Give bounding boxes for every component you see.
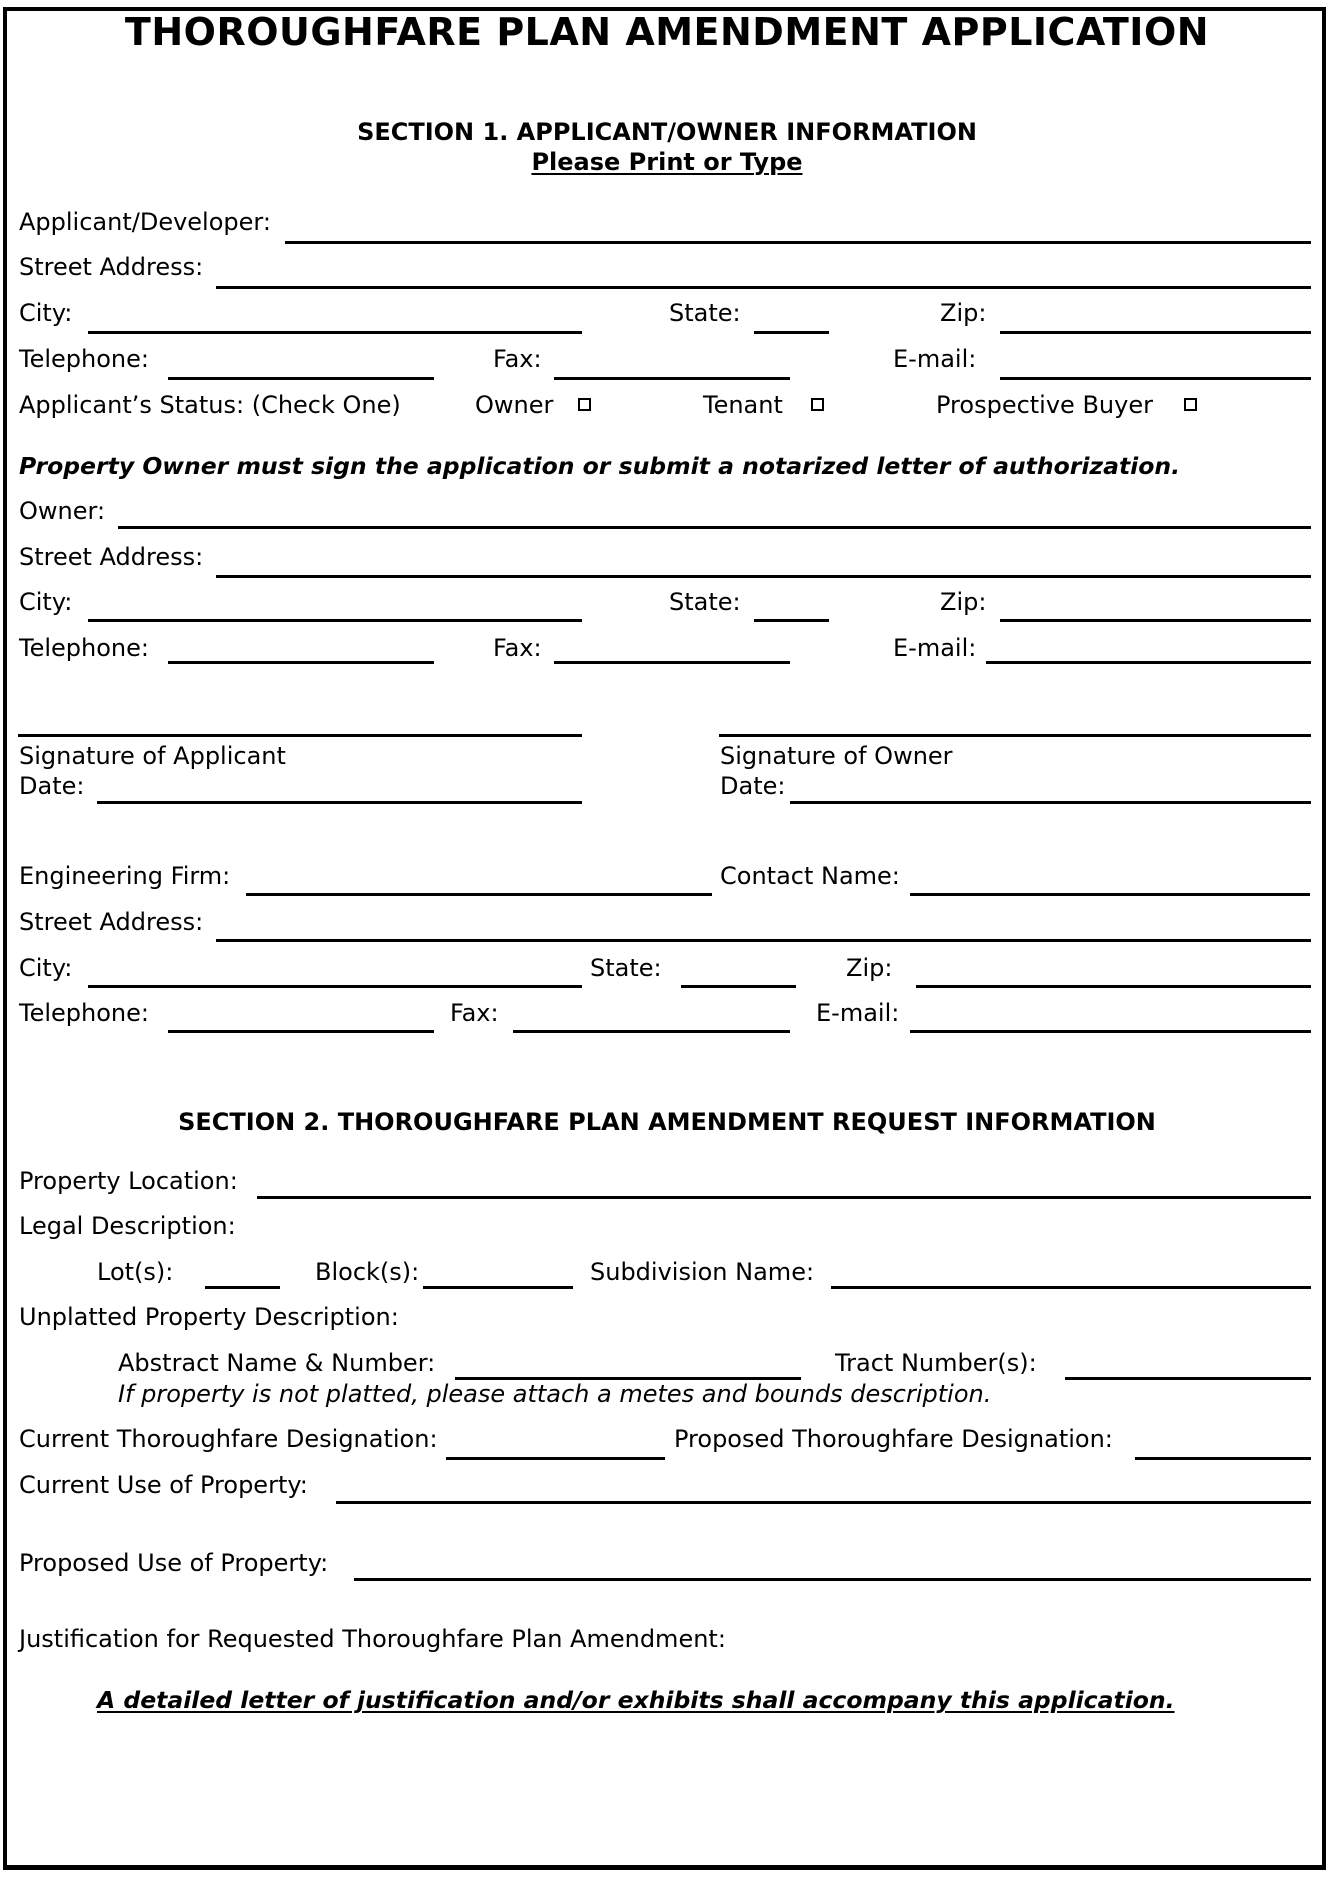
applicant-city-field[interactable]: [88, 331, 582, 334]
status-tenant-checkbox[interactable]: [811, 398, 824, 411]
unplatted-label: Unplatted Property Description:: [19, 1303, 399, 1331]
owner-signature-label: Signature of Owner: [720, 742, 953, 770]
status-owner-checkbox[interactable]: [578, 398, 591, 411]
property-location-field[interactable]: [257, 1196, 1311, 1199]
applicant-street-label: Street Address:: [19, 253, 204, 281]
status-owner-label: Owner: [475, 391, 554, 419]
owner-state-field[interactable]: [754, 619, 829, 622]
property-location-label: Property Location:: [19, 1167, 238, 1195]
applicant-date-field[interactable]: [97, 801, 582, 804]
owner-street-field[interactable]: [216, 575, 1311, 578]
applicant-state-field[interactable]: [754, 331, 829, 334]
applicant-developer-label: Applicant/Developer:: [19, 208, 271, 236]
current-use-field[interactable]: [336, 1501, 1311, 1504]
proposed-use-label: Proposed Use of Property:: [19, 1549, 329, 1577]
justification-label: Justification for Requested Thoroughfare Plan Amendment:: [19, 1625, 726, 1653]
owner-telephone-field[interactable]: [168, 661, 434, 664]
applicant-telephone-field[interactable]: [168, 377, 434, 380]
engineering-city-label: City:: [19, 954, 73, 982]
engineering-email-field[interactable]: [910, 1030, 1311, 1033]
form-title: THOROUGHFARE PLAN AMENDMENT APPLICATION: [124, 10, 1210, 54]
owner-fax-label: Fax:: [493, 634, 542, 662]
subdivision-label: Subdivision Name:: [590, 1258, 815, 1286]
owner-telephone-label: Telephone:: [19, 634, 149, 662]
engineering-telephone-field[interactable]: [168, 1030, 434, 1033]
owner-signature-notice: Property Owner must sign the application or submit a notarized letter of authorization.: [19, 452, 1181, 480]
applicant-email-label: E-mail:: [893, 345, 977, 373]
engineering-telephone-label: Telephone:: [19, 999, 149, 1027]
engineering-state-field[interactable]: [681, 985, 796, 988]
current-use-label: Current Use of Property:: [19, 1471, 308, 1499]
engineering-firm-field[interactable]: [246, 893, 712, 896]
current-designation-label: Current Thoroughfare Designation:: [19, 1425, 438, 1453]
owner-zip-label: Zip:: [940, 588, 987, 616]
engineering-zip-field[interactable]: [916, 985, 1311, 988]
engineering-state-label: State:: [590, 954, 662, 982]
applicant-telephone-label: Telephone:: [19, 345, 149, 373]
proposed-designation-field[interactable]: [1135, 1457, 1311, 1460]
lots-label: Lot(s):: [97, 1258, 174, 1286]
section-2-heading: SECTION 2. THOROUGHFARE PLAN AMENDMENT REQUEST INFORMATION: [178, 1108, 1156, 1136]
applicant-state-label: State:: [669, 299, 741, 327]
owner-signature-field[interactable]: [719, 734, 1311, 737]
applicant-signature-label: Signature of Applicant: [19, 742, 286, 770]
current-designation-field[interactable]: [446, 1457, 665, 1460]
proposed-use-field[interactable]: [354, 1578, 1311, 1581]
owner-email-field[interactable]: [986, 661, 1311, 664]
owner-email-label: E-mail:: [893, 634, 977, 662]
owner-zip-field[interactable]: [1000, 619, 1311, 622]
engineering-firm-label: Engineering Firm:: [19, 862, 231, 890]
applicant-fax-label: Fax:: [493, 345, 542, 373]
blocks-label: Block(s):: [315, 1258, 420, 1286]
engineering-fax-label: Fax:: [450, 999, 499, 1027]
section-1-subheading: Please Print or Type: [531, 148, 803, 176]
applicant-zip-field[interactable]: [1000, 331, 1311, 334]
owner-date-field[interactable]: [790, 801, 1311, 804]
proposed-designation-label: Proposed Thoroughfare Designation:: [674, 1425, 1113, 1453]
owner-city-label: City:: [19, 588, 73, 616]
applicant-date-label: Date:: [19, 772, 85, 800]
lots-field[interactable]: [205, 1286, 280, 1289]
tract-label: Tract Number(s):: [835, 1349, 1037, 1377]
applicant-street-field[interactable]: [216, 286, 1311, 289]
owner-state-label: State:: [669, 588, 741, 616]
engineering-city-field[interactable]: [88, 985, 582, 988]
applicant-developer-field[interactable]: [285, 241, 1311, 244]
status-prospective-buyer-label: Prospective Buyer: [936, 391, 1153, 419]
contact-name-field[interactable]: [910, 893, 1310, 896]
engineering-street-label: Street Address:: [19, 908, 204, 936]
unplatted-note: If property is not platted, please attach a metes and bounds description.: [118, 1380, 992, 1408]
applicant-fax-field[interactable]: [554, 377, 790, 380]
status-tenant-label: Tenant: [703, 391, 783, 419]
legal-description-label: Legal Description:: [19, 1212, 236, 1240]
owner-label: Owner:: [19, 497, 106, 525]
abstract-label: Abstract Name & Number:: [118, 1349, 436, 1377]
owner-street-label: Street Address:: [19, 543, 204, 571]
engineering-email-label: E-mail:: [816, 999, 900, 1027]
engineering-fax-field[interactable]: [513, 1030, 790, 1033]
owner-field[interactable]: [118, 526, 1311, 529]
blocks-field[interactable]: [423, 1286, 573, 1289]
owner-city-field[interactable]: [88, 619, 582, 622]
applicant-email-field[interactable]: [1000, 377, 1311, 380]
engineering-street-field[interactable]: [216, 939, 1311, 942]
section-1-heading: SECTION 1. APPLICANT/OWNER INFORMATION: [357, 118, 977, 146]
subdivision-field[interactable]: [831, 1286, 1311, 1289]
owner-fax-field[interactable]: [554, 661, 790, 664]
applicant-status-label: Applicant’s Status: (Check One): [19, 391, 401, 419]
applicant-city-label: City:: [19, 299, 73, 327]
justification-notice: A detailed letter of justification and/or exhibits shall accompany this application.: [97, 1686, 1175, 1714]
applicant-zip-label: Zip:: [940, 299, 987, 327]
status-prospective-buyer-checkbox[interactable]: [1184, 398, 1197, 411]
tract-field[interactable]: [1065, 1377, 1311, 1380]
applicant-signature-field[interactable]: [18, 734, 582, 737]
engineering-zip-label: Zip:: [846, 954, 893, 982]
contact-name-label: Contact Name:: [720, 862, 900, 890]
owner-date-label: Date:: [720, 772, 786, 800]
